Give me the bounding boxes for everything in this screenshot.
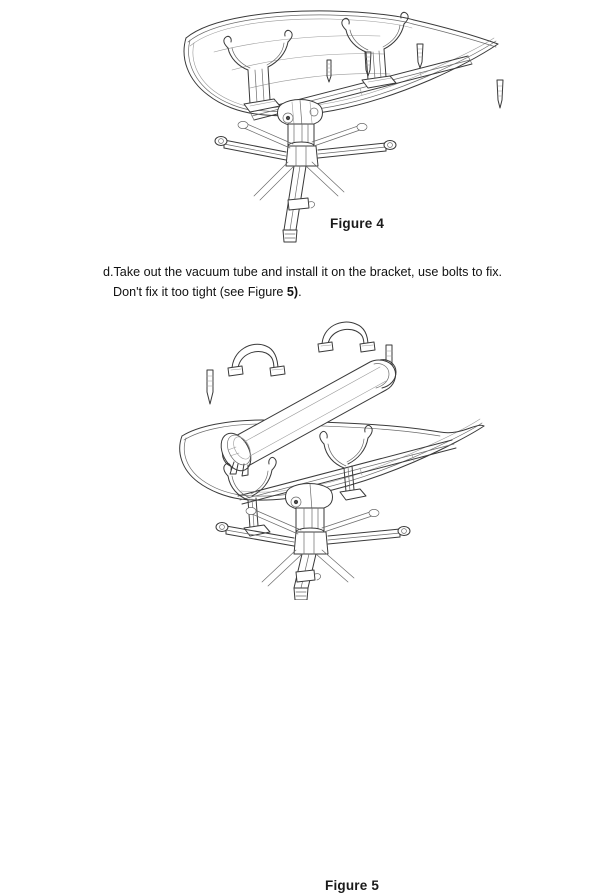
assembly-arrow-left	[207, 370, 213, 404]
step-letter: d.	[103, 265, 114, 279]
figure-reference: 5)	[286, 285, 299, 299]
cradle-bracket-left	[224, 30, 292, 112]
instruction-line-2-prefix: Don't fix it too tight (see Figure	[113, 285, 287, 299]
u-bolt-clamp-right	[318, 322, 375, 352]
tripod-leg-rear-right-fig5	[316, 550, 354, 582]
screw	[417, 44, 423, 68]
figure-5-artwork	[0, 310, 600, 600]
tripod-leg-rear-left	[254, 162, 294, 200]
tripod-leg-front	[283, 166, 315, 242]
instruction-line-2-suffix: .	[298, 285, 302, 299]
cradle-bracket-right	[342, 12, 408, 88]
u-bolt-clamp-left	[228, 344, 285, 376]
tripod-leg-rear-right	[306, 162, 344, 196]
instruction-line-1: Take out the vacuum tube and install it on the bracket, use bolts to fix.	[113, 265, 503, 279]
tilt-pivot-hub	[278, 100, 323, 151]
tilt-pivot-hub-fig5	[286, 484, 333, 537]
tripod-leg-front-fig5	[294, 554, 321, 600]
screw	[327, 60, 331, 82]
vacuum-tube	[215, 360, 396, 476]
figure-4-caption: Figure 4	[330, 216, 385, 231]
figure-4	[0, 0, 600, 250]
figure-5-caption: Figure 5	[325, 878, 380, 893]
instruction-step-d	[103, 262, 563, 302]
figure-4-artwork	[0, 0, 600, 250]
screw	[497, 80, 503, 108]
reflector-trough	[184, 11, 498, 116]
figure-5	[0, 310, 600, 893]
